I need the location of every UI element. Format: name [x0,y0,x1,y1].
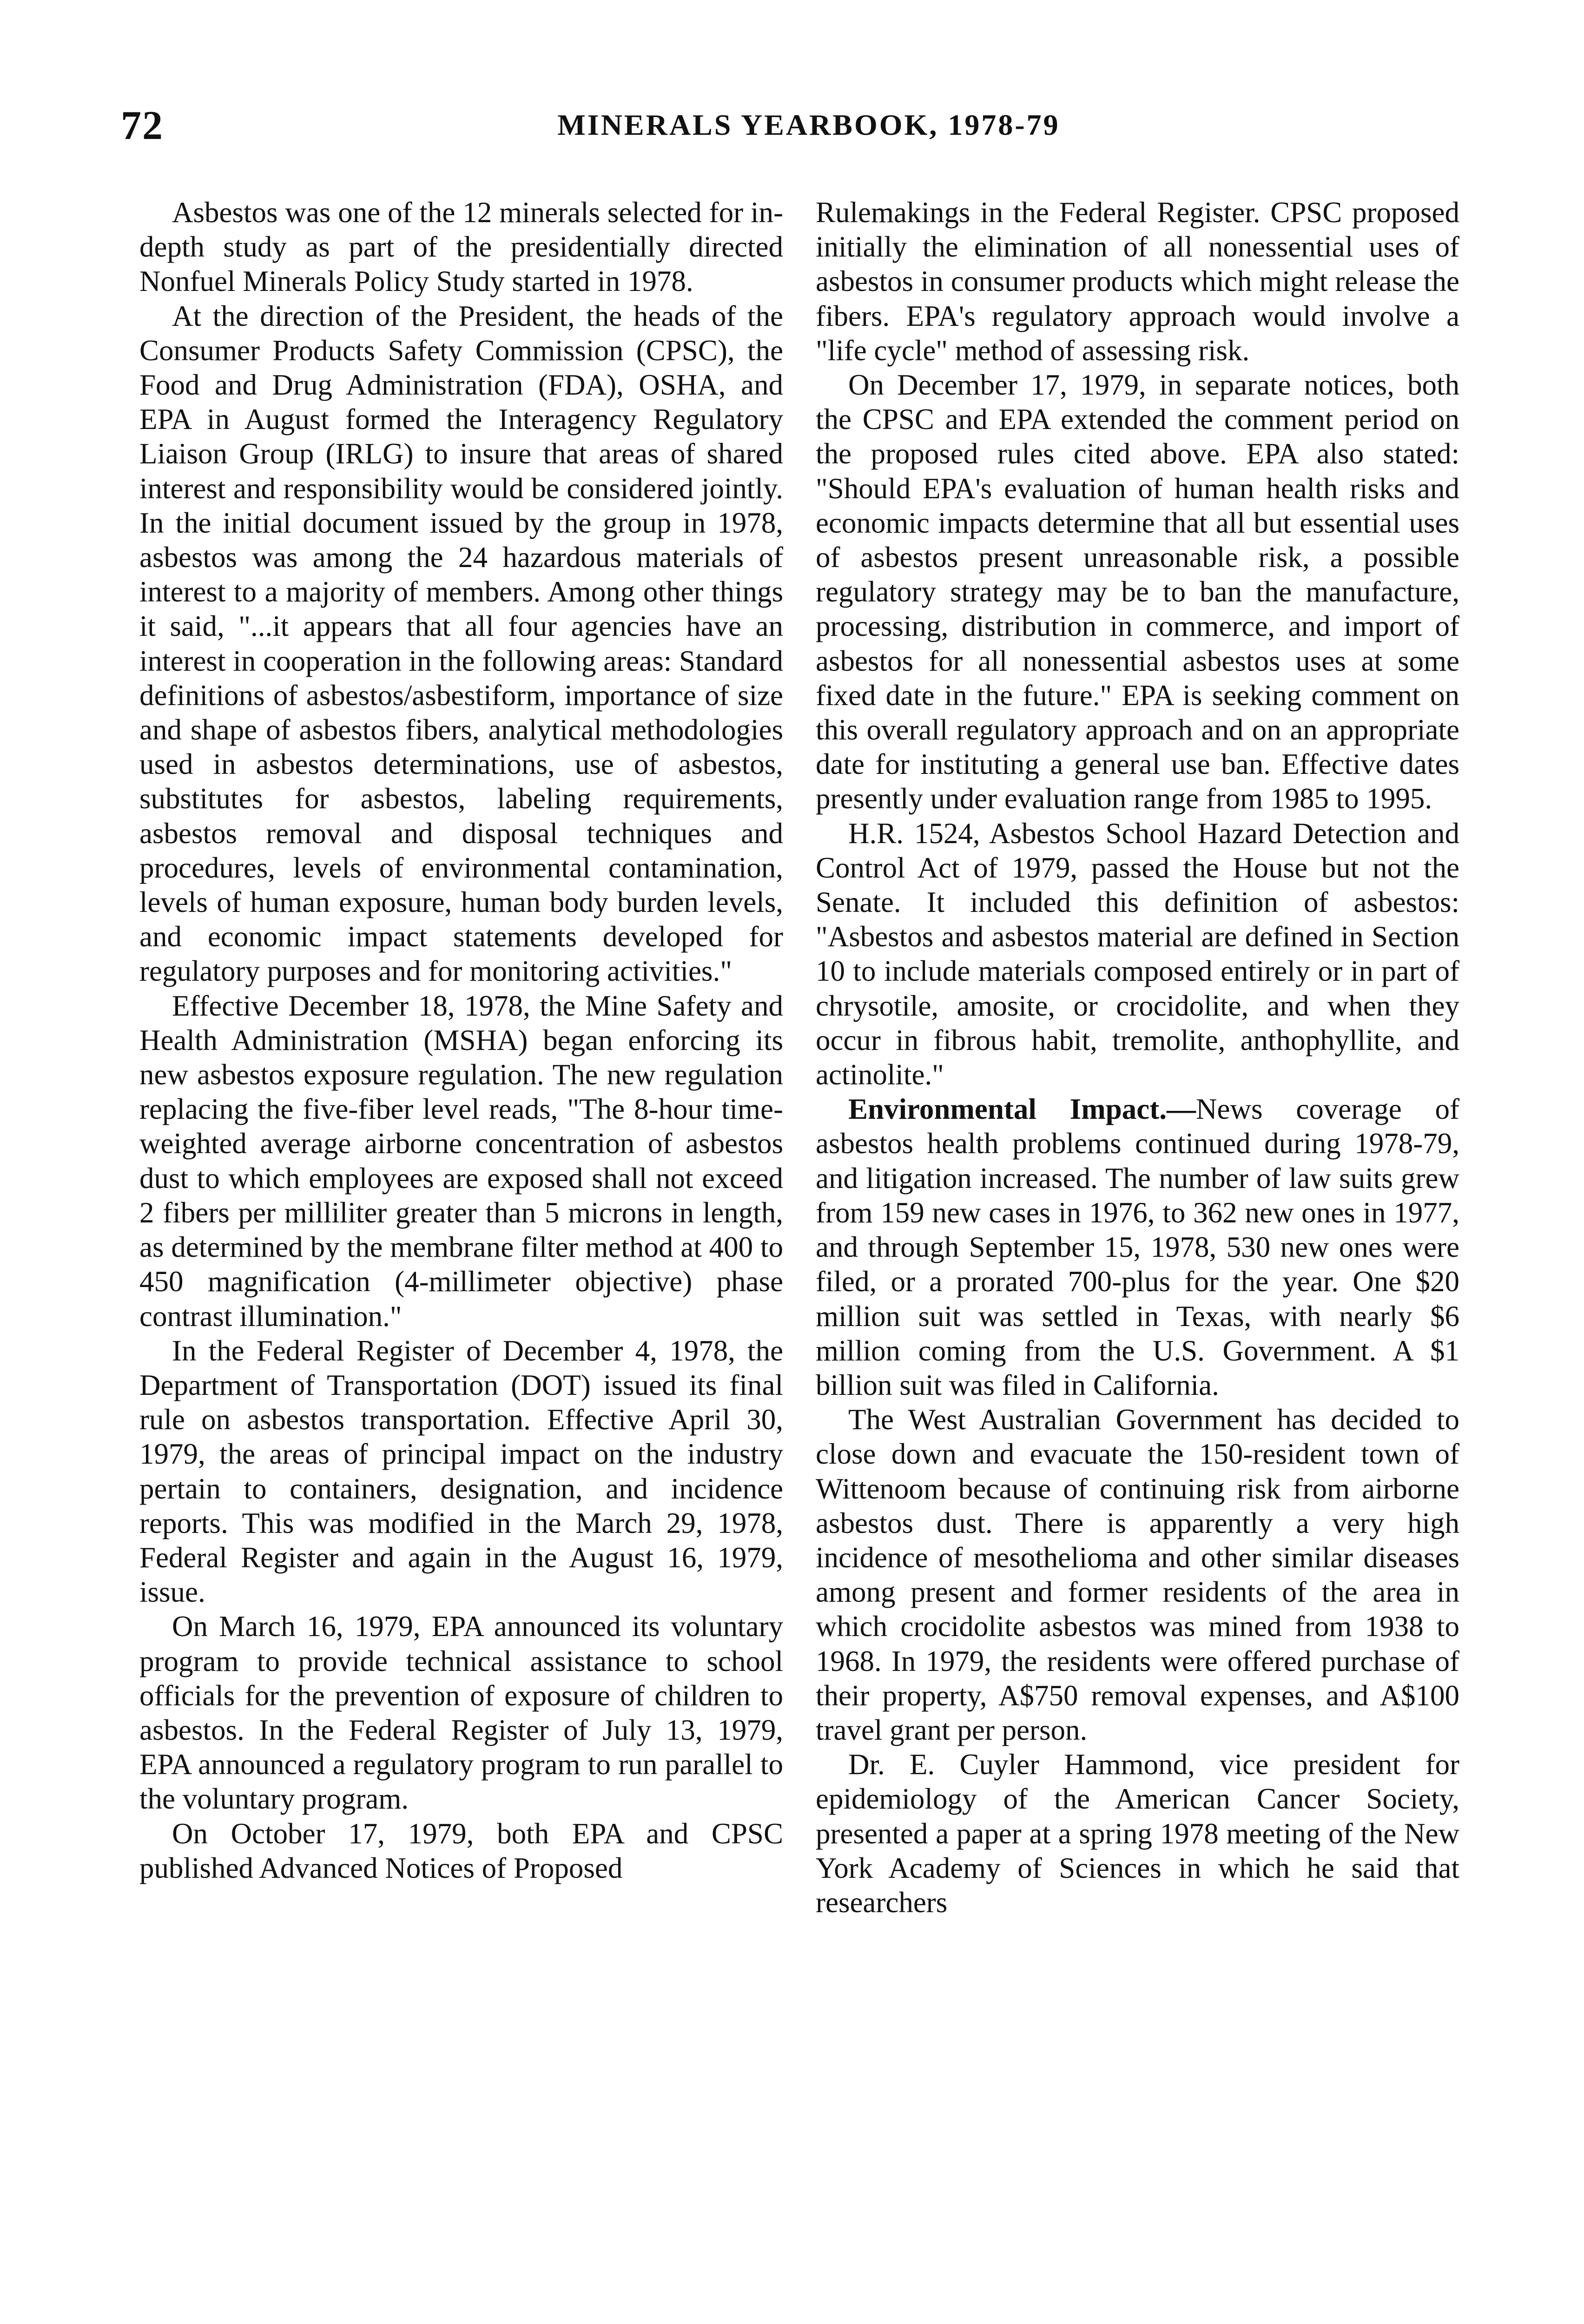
left-column [139,195,783,2324]
paragraph-environmental-impact [816,1092,1459,1402]
text-columns [139,195,1459,2324]
paragraph-rulemakings-continued: Rulemakings in the Federal Register. CPSC proposed initially the elimination of all nonessential uses of asbestos in consumer products which might release the fibers. EPA's regulatory approach would involve a "life cycle" method of assessing risk. [816,196,1459,367]
page-number: 72 [121,103,164,148]
section-heading-environmental-impact: Environmental Impact.— [848,1093,1196,1126]
paragraph-hammond: Dr. E. Cuyler Hammond, vice president for epidemiology of the American Cancer Society, presented a paper at a spring 1978 meeting of the New York Academy of Sciences in which he said that researchers [816,1748,1459,1919]
paragraph-dot: In the Federal Register of December 4, 1978, the Department of Transportation (DOT) issued its final rule on asbestos transportation. Effective April 30, 1979, the areas of principal impact on the industry pertain to containers, designation, and incidence reports. This was modified in the March 29, 1978, Federal Register and again in the August 16, 1979, issue. [139,1334,783,1609]
right-column [816,195,1459,2324]
paragraph-msha: Effective December 18, 1978, the Mine Safety and Health Administration (MSHA) began enforcing its new asbestos exposure regulation. The new regulation replacing the five-fiber level reads, "The 8-hour time-weighted average airborne concentration of asbestos dust to which employees are exposed shall not exceed 2 fibers per milliliter greater than 5 microns in length, as determined by the membrane filter method at 400 to 450 magnification (4-millimeter objective) phase contrast illumination." [139,989,783,1333]
paragraph-advanced-notices: On October 17, 1979, both EPA and CPSC published Advanced Notices of Proposed [139,1817,783,1884]
page-header [0,0,1584,177]
environmental-impact-text: News coverage of asbestos health problems continued during 1978-79, and litigation increased. The number of law suits grew from 159 new cases in 1976, to 362 new ones in 1977, and through September 15, 1978, 530 new ones were filed, or a prorated 700-plus for the year. One $20 million suit was settled in Texas, with nearly $6 million coming from the U.S. Government. A $1 billion suit was filed in California. [816,1093,1459,1401]
paragraph-epa-voluntary-program: On March 16, 1979, EPA announced its voluntary program to provide technical assistance to school officials for the prevention of exposure of children to asbestos. In the Federal Register of July 13, 1979, EPA announced a regulatory program to run parallel to the voluntary program. [139,1610,783,1816]
paragraph-nonfuel-minerals-study: Asbestos was one of the 12 minerals selected for in-depth study as part of the presidentially directed Nonfuel Minerals Policy Study started in 1978. [139,196,783,298]
running-head: MINERALS YEARBOOK, 1978-79 [557,108,1060,141]
paragraph-irlg: At the direction of the President, the heads of the Consumer Products Safety Commission (CPSC), the Food and Drug Administration (FDA), OSHA, and EPA in August formed the Interagency Regulatory Liaison Group (IRLG) to insure that areas of shared interest and responsibility would be considered jointly. In the initial document issued by the group in 1978, asbestos was among the 24 hazardous materials of interest to a majority of members. Among other things it said, "...it appears that all four agencies have an interest in cooperation in the following areas: Standard definitions of asbestos/asbestiform, importance of size and shape of asbestos fibers, analytical methodologies used in asbestos determinations, use of asbestos, substitutes for asbestos, labeling requirements, asbestos removal and disposal techniques and procedures, levels of environmental contamination, levels of human exposure, human body burden levels, and economic impact statements developed for regulatory purposes and for monitoring activities." [139,299,783,988]
paragraph-wittenoom: The West Australian Government has decided to close down and evacuate the 150-resident town of Wittenoom because of continuing risk from airborne asbestos dust. There is apparently a very high incidence of mesothelioma and other similar diseases among present and former residents of the area in which crocidolite asbestos was mined from 1938 to 1968. In 1979, the residents were offered purchase of their property, A$750 removal expenses, and A$100 travel grant per person. [816,1403,1459,1746]
paragraph-hr-1524: H.R. 1524, Asbestos School Hazard Detection and Control Act of 1979, passed the House but not the Senate. It included this definition of asbestos: "Asbestos and asbestos material are defined in Section 10 to include materials composed entirely or in part of chrysotile, amosite, or crocidolite, and when they occur in fibrous habit, tremolite, anthophyllite, and actinolite." [816,817,1459,1091]
paragraph-comment-period: On December 17, 1979, in separate notices, both the CPSC and EPA extended the comment period on the proposed rules cited above. EPA also stated: "Should EPA's evaluation of human health risks and economic impacts determine that all but essential uses of asbestos present unreasonable risk, a possible regulatory strategy may be to ban the manufacture, processing, distribution in commerce, and import of asbestos for all nonessential asbestos uses at some fixed date in the future." EPA is seeking comment on this overall regulatory approach and on an appropriate date for instituting a general use ban. Effective dates presently under evaluation range from 1985 to 1995. [816,369,1459,815]
